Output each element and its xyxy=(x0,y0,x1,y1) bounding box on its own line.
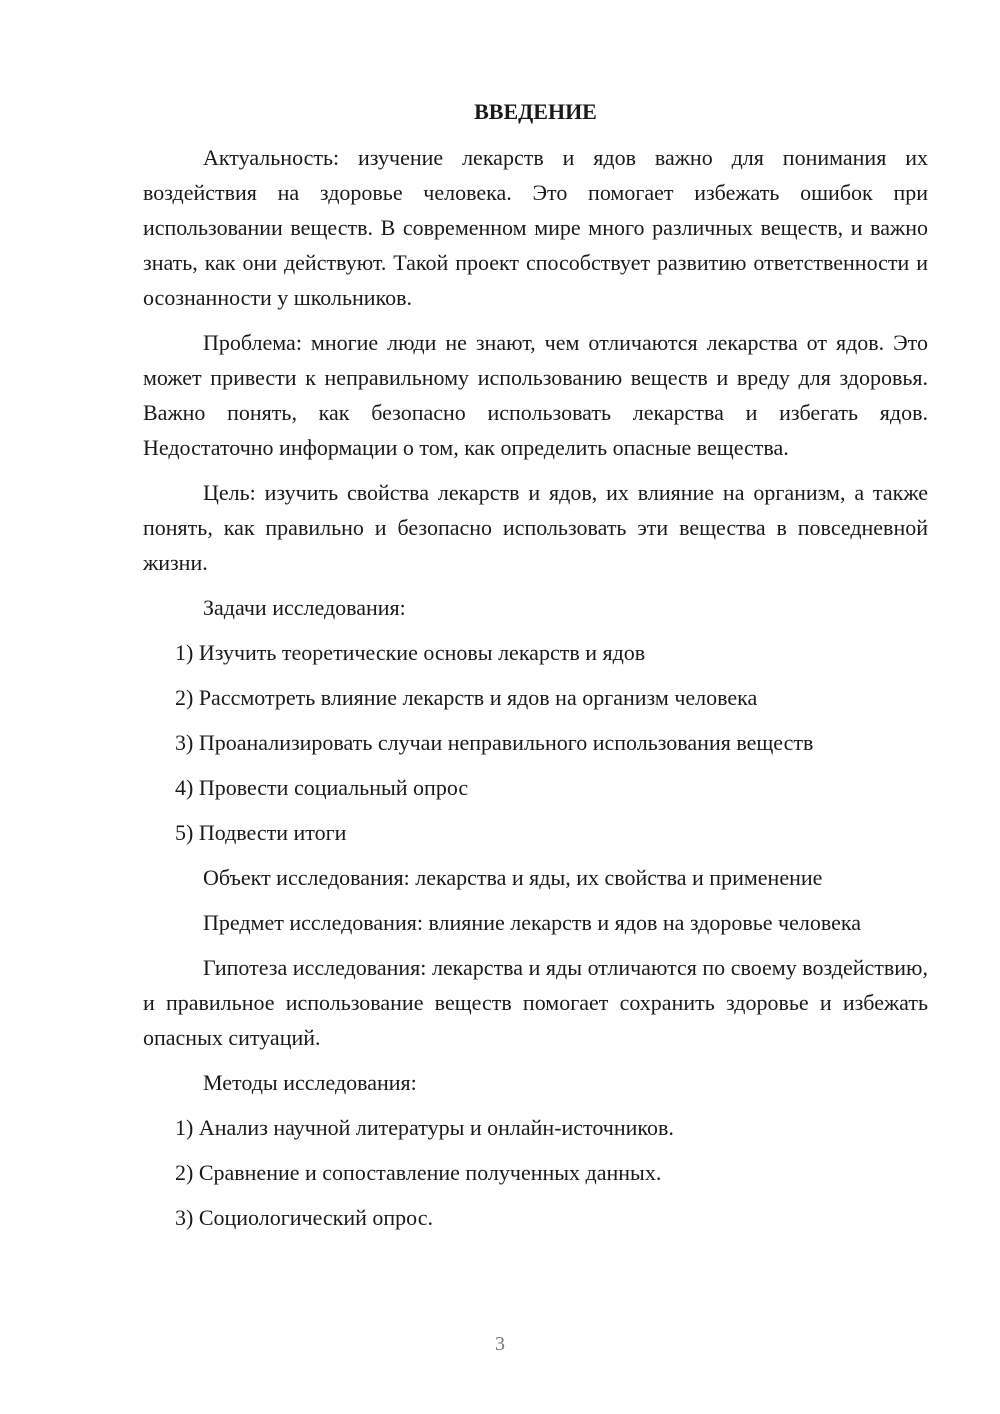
subject-paragraph: Предмет исследования: влияние лекарств и ядов на здоровье человека xyxy=(203,910,861,935)
relevance-paragraph: Актуальность: изучение лекарств и ядов важно для понимания их воздействия на здоровье человека. Это помогает избежать ошибок при использовании веществ. В современном мире много различных веществ, и важно знать, как они действуют. Такой проект способствует развитию ответственности и осознанности у школьников. xyxy=(143,145,928,310)
tasks-heading: Задачи исследования: xyxy=(203,595,406,620)
object-paragraph: Объект исследования: лекарства и яды, их свойства и применение xyxy=(203,865,823,890)
page-title: ВВЕДЕНИЕ xyxy=(474,99,597,124)
hypothesis-paragraph: Гипотеза исследования: лекарства и яды отличаются по своему воздействию, и правильное использование веществ помогает сохранить здоровье и избежать опасных ситуаций. xyxy=(143,955,928,1050)
method-item: 3) Социологический опрос. xyxy=(175,1205,433,1230)
task-item: 3) Проанализировать случаи неправильного использования веществ xyxy=(175,730,814,755)
method-item: 2) Сравнение и сопоставление полученных данных. xyxy=(175,1160,662,1185)
task-item: 2) Рассмотреть влияние лекарств и ядов на организм человека xyxy=(175,685,758,710)
methods-heading: Методы исследования: xyxy=(203,1070,417,1095)
method-item: 1) Анализ научной литературы и онлайн-источников. xyxy=(175,1115,674,1140)
task-item: 4) Провести социальный опрос xyxy=(175,775,469,800)
task-item: 5) Подвести итоги xyxy=(175,820,347,845)
goal-paragraph: Цель: изучить свойства лекарств и ядов, их влияние на организм, а также понять, как правильно и безопасно использовать эти вещества в повседневной жизни. xyxy=(143,480,928,575)
page-content xyxy=(143,97,928,1245)
page-number: 3 xyxy=(495,1333,505,1355)
problem-paragraph: Проблема: многие люди не знают, чем отличаются лекарства от ядов. Это может привести к неправильному использованию веществ и вреду для здоровья. Важно понять, как безопасно использовать лекарства и избегать ядов. Недостаточно информации о том, как определить опасные вещества. xyxy=(143,330,928,460)
task-item: 1) Изучить теоретические основы лекарств и ядов xyxy=(175,640,646,665)
